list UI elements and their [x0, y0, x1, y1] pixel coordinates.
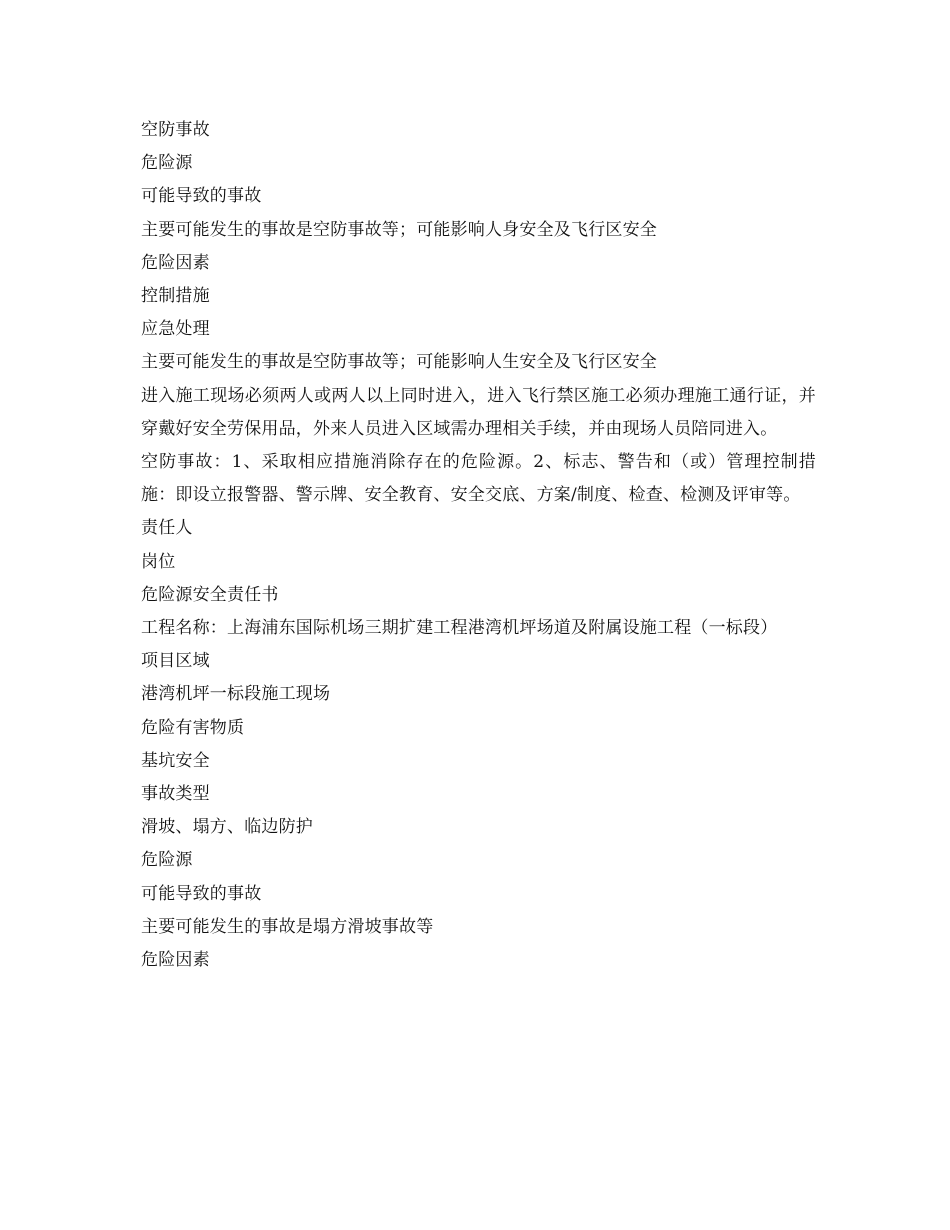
- text-line-5: 危险因素: [141, 252, 210, 273]
- project-name: 工程名称：上海浦东国际机场三期扩建工程港湾机坪场道及附属设施工程（一标段）: [141, 618, 778, 639]
- text-line-19: 事故类型: [141, 784, 210, 805]
- text-line-8: 主要可能发生的事故是空防事故等；可能影响人生安全及飞行区安全: [141, 352, 657, 373]
- text-line-18: 基坑安全: [141, 750, 210, 771]
- text-line-16: 港湾机坪一标段施工现场: [141, 684, 331, 705]
- text-line-11: 责任人: [141, 518, 193, 539]
- text-line-23: 主要可能发生的事故是塌方滑坡事故等: [141, 916, 434, 937]
- text-line-1: 空防事故: [141, 120, 210, 140]
- document-body: [141, 114, 816, 977]
- document-title: 危险源安全责任书: [141, 584, 279, 605]
- text-line-2: 危险源: [141, 153, 193, 174]
- text-paragraph-entry-rules: 进入施工现场必须两人或两人以上同时进入，进入飞行禁区施工必须办理施工通行证，并穿戴好安全劳保用品，外来人员进入区域需办理相关手续，并由现场人员陪同进入。: [141, 385, 816, 439]
- text-line-17: 危险有害物质: [141, 717, 245, 738]
- text-line-3: 可能导致的事故: [141, 186, 262, 207]
- text-line-24: 危险因素: [141, 950, 210, 971]
- text-line-15: 项目区域: [141, 651, 210, 672]
- text-paragraph-control-measures: 空防事故：1、采取相应措施消除存在的危险源。2、标志、警告和（或）管理控制措施：即设立报警器、警示牌、安全教育、安全交底、方案/制度、检查、检测及评审等。: [141, 452, 816, 506]
- text-line-7: 应急处理: [141, 319, 210, 340]
- text-line-20: 滑坡、塌方、临边防护: [141, 817, 313, 838]
- text-line-22: 可能导致的事故: [141, 883, 262, 904]
- text-line-4: 主要可能发生的事故是空防事故等；可能影响人身安全及飞行区安全: [141, 219, 657, 240]
- text-line-21: 危险源: [141, 850, 193, 871]
- text-line-12: 岗位: [141, 551, 176, 572]
- text-line-6: 控制措施: [141, 286, 210, 307]
